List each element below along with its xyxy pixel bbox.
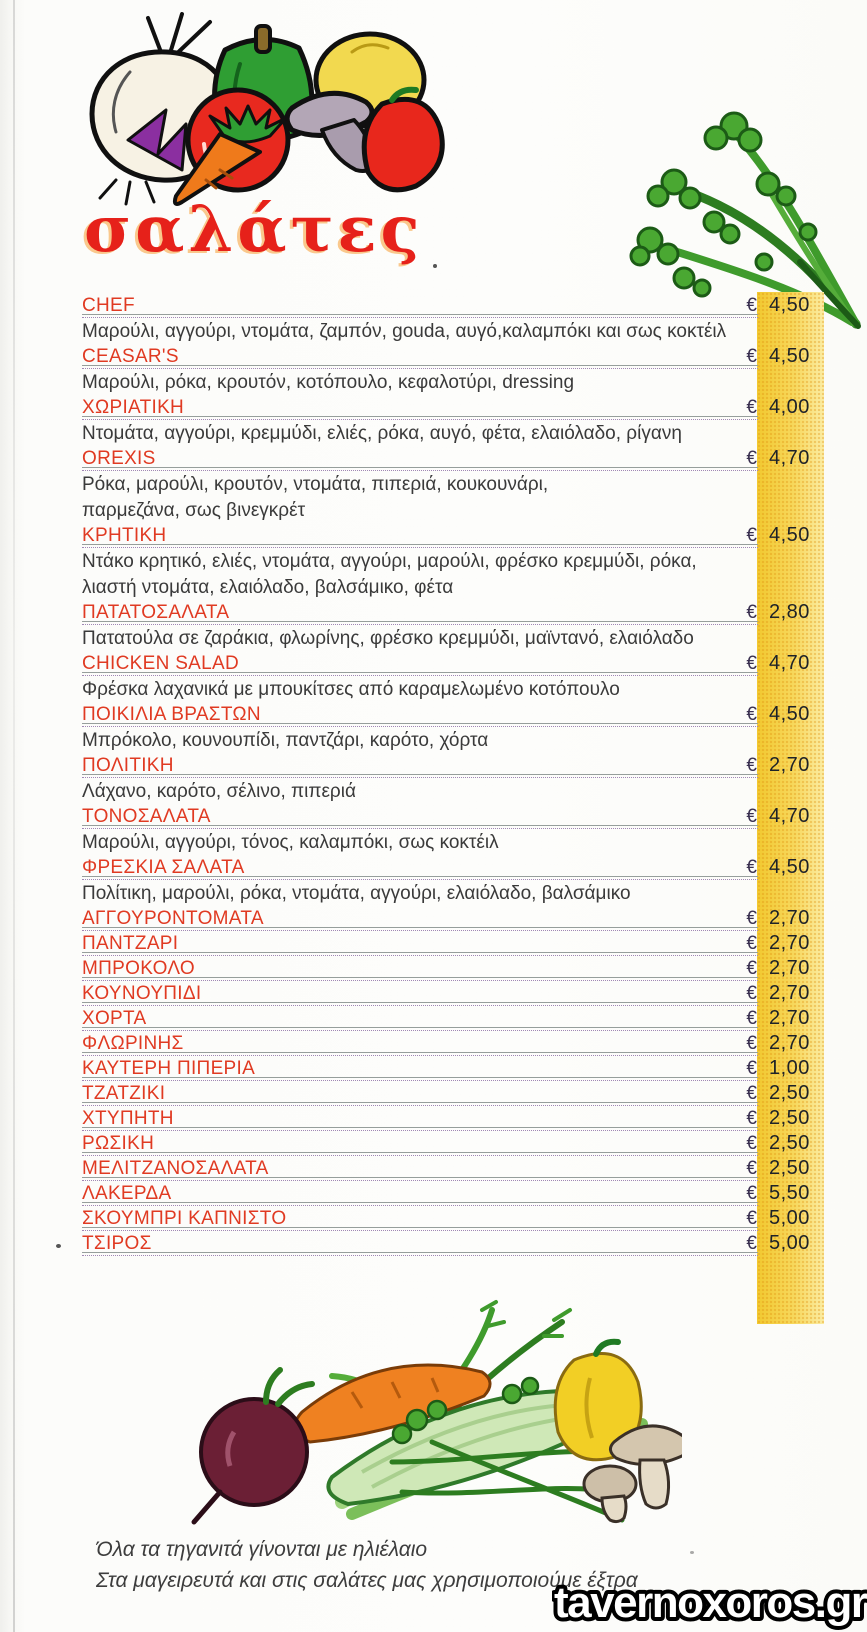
currency-symbol: € <box>746 1233 757 1254</box>
item-price: 4,70 <box>769 652 810 674</box>
currency-symbol: € <box>746 525 757 546</box>
menu-item <box>82 1057 823 1081</box>
page-title: σαλάτες <box>84 192 424 267</box>
item-price: 4,50 <box>769 524 810 546</box>
item-divider <box>82 1202 758 1206</box>
menu-item <box>82 1082 823 1106</box>
menu-item <box>82 754 823 805</box>
item-name: ΣΚΟΥΜΠΡΙ ΚΑΠΝΙΣΤΟ <box>82 1208 287 1229</box>
menu-item <box>82 703 823 754</box>
currency-symbol: € <box>746 295 757 316</box>
item-price: 4,50 <box>769 345 810 367</box>
item-divider <box>82 1127 758 1131</box>
currency-symbol: € <box>746 1208 757 1229</box>
vegetables-top-illustration <box>70 12 465 212</box>
menu-item <box>82 982 823 1006</box>
item-price: 2,70 <box>769 754 810 776</box>
currency-symbol: € <box>746 958 757 979</box>
menu-item <box>82 601 823 652</box>
menu-item <box>82 957 823 981</box>
scan-speck <box>690 1551 694 1554</box>
item-price: 2,80 <box>769 601 810 623</box>
item-divider <box>82 1027 758 1031</box>
item-name: ΤΖΑΤΖΙΚΙ <box>82 1083 166 1104</box>
item-divider <box>82 1152 758 1156</box>
currency-symbol: € <box>746 755 757 776</box>
item-price: 4,00 <box>769 396 810 418</box>
menu-item <box>82 524 823 601</box>
menu-item <box>82 1182 823 1206</box>
menu-item <box>82 805 823 856</box>
menu-item <box>82 345 823 396</box>
menu-item <box>82 396 823 447</box>
currency-symbol: € <box>746 983 757 1004</box>
menu-item <box>82 1232 823 1256</box>
currency-symbol: € <box>746 1033 757 1054</box>
item-divider <box>82 544 758 548</box>
item-price: 5,00 <box>769 1207 810 1229</box>
item-description: Μπρόκολο, κουνουπίδι, παντζάρι, καρότο, χόρτα <box>82 730 489 751</box>
item-name: ΜΠΡΟΚΟΛΟ <box>82 958 195 979</box>
menu-item <box>82 1032 823 1056</box>
item-divider <box>82 314 758 318</box>
item-description: παρμεζάνα, σως βινεγκρέτ <box>82 500 306 521</box>
page-fold-crease <box>13 0 15 1632</box>
item-name: ΠΟΙΚΙΛΙΑ ΒΡΑΣΤΩΝ <box>82 704 261 725</box>
item-price: 1,00 <box>769 1057 810 1079</box>
item-price: 2,50 <box>769 1132 810 1154</box>
currency-symbol: € <box>746 448 757 469</box>
currency-symbol: € <box>746 933 757 954</box>
item-divider <box>82 1252 758 1256</box>
item-name: ΚΑΥΤΕΡΗ ΠΙΠΕΡΙΑ <box>82 1058 256 1079</box>
menu-item <box>82 1157 823 1181</box>
item-name: OREXIS <box>82 448 156 469</box>
menu-item <box>82 907 823 931</box>
footer-note-line: Όλα τα τηγανιτά γίνονται με ηλιέλαιο <box>96 1538 428 1561</box>
scan-speck <box>433 264 437 268</box>
currency-symbol: € <box>746 653 757 674</box>
item-price: 2,50 <box>769 1157 810 1179</box>
currency-symbol: € <box>746 397 757 418</box>
item-price: 4,50 <box>769 294 810 316</box>
currency-symbol: € <box>746 1008 757 1029</box>
item-name: ΦΡΕΣΚΙΑ ΣΑΛΑΤΑ <box>82 857 245 878</box>
item-price: 2,70 <box>769 932 810 954</box>
item-description: Μαρούλι, ρόκα, κρουτόν, κοτόπουλο, κεφαλοτύρι, dressing <box>82 372 575 393</box>
currency-symbol: € <box>746 704 757 725</box>
item-price: 4,70 <box>769 447 810 469</box>
footer-note-line: Στα μαγειρευτά και στις σαλάτες μας χρησιμοποιούμε έξτρα <box>96 1569 638 1592</box>
item-name: ΛΑΚΕΡΔΑ <box>82 1183 172 1204</box>
item-name: ΤΣΙΡΟΣ <box>82 1233 152 1254</box>
currency-symbol: € <box>746 857 757 878</box>
item-divider <box>82 774 758 778</box>
currency-symbol: € <box>746 806 757 827</box>
item-name: ΑΓΓΟΥΡΟΝΤΟΜΑΤΑ <box>82 908 264 929</box>
item-name: ΚΡΗΤΙΚΗ <box>82 525 167 546</box>
item-price: 2,70 <box>769 1032 810 1054</box>
item-name: ΚΟΥΝΟΥΠΙΔΙ <box>82 983 202 1004</box>
item-name: ΤΟΝΟΣΑΛΑΤΑ <box>82 806 211 827</box>
item-description: Πολίτικη, μαρούλι, ρόκα, ντομάτα, αγγούρι, ελαιόλαδο, βαλσάμικο <box>82 883 631 904</box>
item-price: 2,50 <box>769 1082 810 1104</box>
item-name: ΠΑΤΑΤΟΣΑΛΑΤΑ <box>82 602 230 623</box>
item-price: 2,70 <box>769 907 810 929</box>
item-price: 2,70 <box>769 982 810 1004</box>
item-divider <box>82 467 758 471</box>
menu-item <box>82 1132 823 1156</box>
currency-symbol: € <box>746 1133 757 1154</box>
item-price: 5,00 <box>769 1232 810 1254</box>
menu-item <box>82 1207 823 1231</box>
item-name: ΡΩΣΙΚΗ <box>82 1133 155 1154</box>
item-price: 5,50 <box>769 1182 810 1204</box>
item-description: Ρόκα, μαρούλι, κρουτόν, ντομάτα, πιπεριά, κουκουνάρι, <box>82 474 549 495</box>
item-name: ΧΟΡΤΑ <box>82 1008 147 1029</box>
vegetables-bottom-illustration <box>182 1292 682 1527</box>
menu-item <box>82 447 823 524</box>
item-name: CEASAR'S <box>82 346 179 367</box>
item-price: 4,50 <box>769 856 810 878</box>
item-divider <box>82 952 758 956</box>
item-name: ΧΤΥΠΗΤΗ <box>82 1108 174 1129</box>
currency-symbol: € <box>746 1158 757 1179</box>
item-name: CHICKEN SALAD <box>82 653 239 674</box>
watermark <box>552 1572 867 1632</box>
currency-symbol: € <box>746 346 757 367</box>
currency-symbol: € <box>746 1108 757 1129</box>
item-name: ΜΕΛΙΤΖΑΝΟΣΑΛΑΤΑ <box>82 1158 269 1179</box>
item-description: Φρέσκα λαχανικά με μπουκίτσες από καραμελωμένο κοτόπουλο <box>82 679 620 700</box>
currency-symbol: € <box>746 1083 757 1104</box>
currency-symbol: € <box>746 908 757 929</box>
item-price: 2,70 <box>769 957 810 979</box>
item-description: Ντομάτα, αγγούρι, κρεμμύδι, ελιές, ρόκα, αυγό, φέτα, ελαιόλαδο, ρίγανη <box>82 423 682 444</box>
currency-symbol: € <box>746 602 757 623</box>
item-description: Μαρούλι, αγγούρι, τόνος, καλαμπόκι, σως κοκτέιλ <box>82 832 499 853</box>
menu-list <box>82 294 823 1257</box>
item-price: 4,50 <box>769 703 810 725</box>
menu-item <box>82 1107 823 1131</box>
item-name: CHEF <box>82 295 135 316</box>
watermark-text: tavernoxoros.gr <box>554 1578 867 1627</box>
currency-symbol: € <box>746 1183 757 1204</box>
item-price: 4,70 <box>769 805 810 827</box>
item-divider <box>82 365 758 369</box>
currency-symbol: € <box>746 1058 757 1079</box>
scan-speck <box>56 1244 61 1248</box>
item-name: ΦΛΩΡΙΝΗΣ <box>82 1033 184 1054</box>
item-description: λιαστή ντομάτα, ελαιόλαδο, βαλσάμικο, φέτα <box>82 577 454 598</box>
menu-item <box>82 294 823 345</box>
menu-item <box>82 1007 823 1031</box>
item-divider <box>82 1102 758 1106</box>
item-name: ΠΑΝΤΖΑΡΙ <box>82 933 179 954</box>
item-description: Μαρούλι, αγγούρι, ντομάτα, ζαμπόν, gouda, αυγό,καλαμπόκι και σως κοκτέιλ <box>82 321 727 342</box>
item-description: Πατατούλα σε ζαράκια, φλωρίνης, φρέσκο κρεμμύδι, μαϊντανό, ελαιόλαδο <box>82 628 694 649</box>
item-description: Ντάκο κρητικό, ελιές, ντομάτα, αγγούρι, μαρούλι, φρέσκο κρεμμύδι, ρόκα, <box>82 551 697 572</box>
item-price: 2,70 <box>769 1007 810 1029</box>
item-name: ΧΩΡΙΑΤΙΚΗ <box>82 397 185 418</box>
menu-item <box>82 652 823 703</box>
item-name: ΠΟΛΙΤΙΚΗ <box>82 755 174 776</box>
menu-item <box>82 932 823 956</box>
menu-item <box>82 856 823 907</box>
item-price: 2,50 <box>769 1107 810 1129</box>
item-description: Λάχανο, καρότο, σέλινο, πιπεριά <box>82 781 356 802</box>
